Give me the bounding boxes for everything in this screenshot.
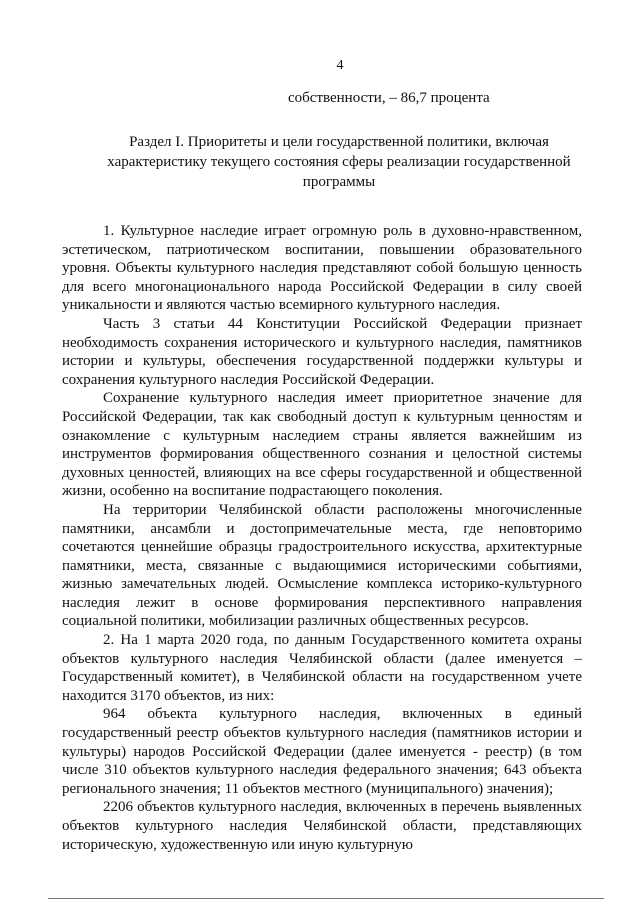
section-heading: Раздел I. Приоритеты и цели государственной политики, включая характеристику текущего состояния сферы реализации государственной программы xyxy=(107,134,571,190)
body-text xyxy=(62,222,582,854)
paragraph: 2206 объектов культурного наследия, включенных в перечень выявленных объектов культурного наследия Челябинской области, представляющих историческую, художественную или иную культурную xyxy=(62,799,582,853)
paragraph: На территории Челябинской области расположены многочисленные памятники, ансамбли и достопримечательные места, где неповторимо сочетаются ценнейшие образцы градостроительного искусства, архитектурные памятники, места, связанные с выдающимися историческими событиями, жизнью замечательных людей. Осмысление комплекса историко-культурного наследия лежит в основе формирования перспективного направления социальной политики, мобилизации различных общественных ресурсов. xyxy=(62,501,582,630)
page-number: 4 xyxy=(336,58,344,73)
paragraph: 1. Культурное наследие играет огромную роль в духовно-нравственном, эстетическом, патриотическом воспитании, повышении образовательного уровня. Объекты культурного наследия представляют собой большую ценность для всего многонационального народа Российской Федерации в силу своей уникальности и являются частью всемирного культурного наследия. xyxy=(62,223,582,314)
continuation-line: собственности, – 86,7 процента xyxy=(288,90,490,106)
paragraph: Сохранение культурного наследия имеет приоритетное значение для Российской Федерации, так как свободный доступ к культурным ценностям и ознакомление с культурным наследием страны является важнейшим из инструментов формирования общественного сознания и целостной системы духовных ценностей, влияющих на все сферы государственной и общественной жизни, особенно на воспитание подрастающего поколения. xyxy=(62,390,582,500)
paragraph: Часть 3 статьи 44 Конституции Российской Федерации признает необходимость сохранения исторического и культурного наследия, памятников истории и культуры, обеспечения государственной поддержки культуры и сохранения культурного наследия Российской Федерации. xyxy=(62,315,582,388)
paragraph: 964 объекта культурного наследия, включенных в единый государственный реестр объектов культурного наследия (памятников истории и культуры) народов Российской Федерации (далее именуется - реестр) (в том числе 310 объектов культурного наследия федерального значения; 643 объекта регионального значения; 11 объектов местного (муниципального) значения); xyxy=(62,706,582,797)
paragraph: 2. На 1 марта 2020 года, по данным Государственного комитета охраны объектов культурного наследия Челябинской области (далее именуется – Государственный комитет), в Челябинской области на государственном учете находится 3170 объектов, из них: xyxy=(62,632,582,704)
bottom-rule xyxy=(48,898,604,899)
